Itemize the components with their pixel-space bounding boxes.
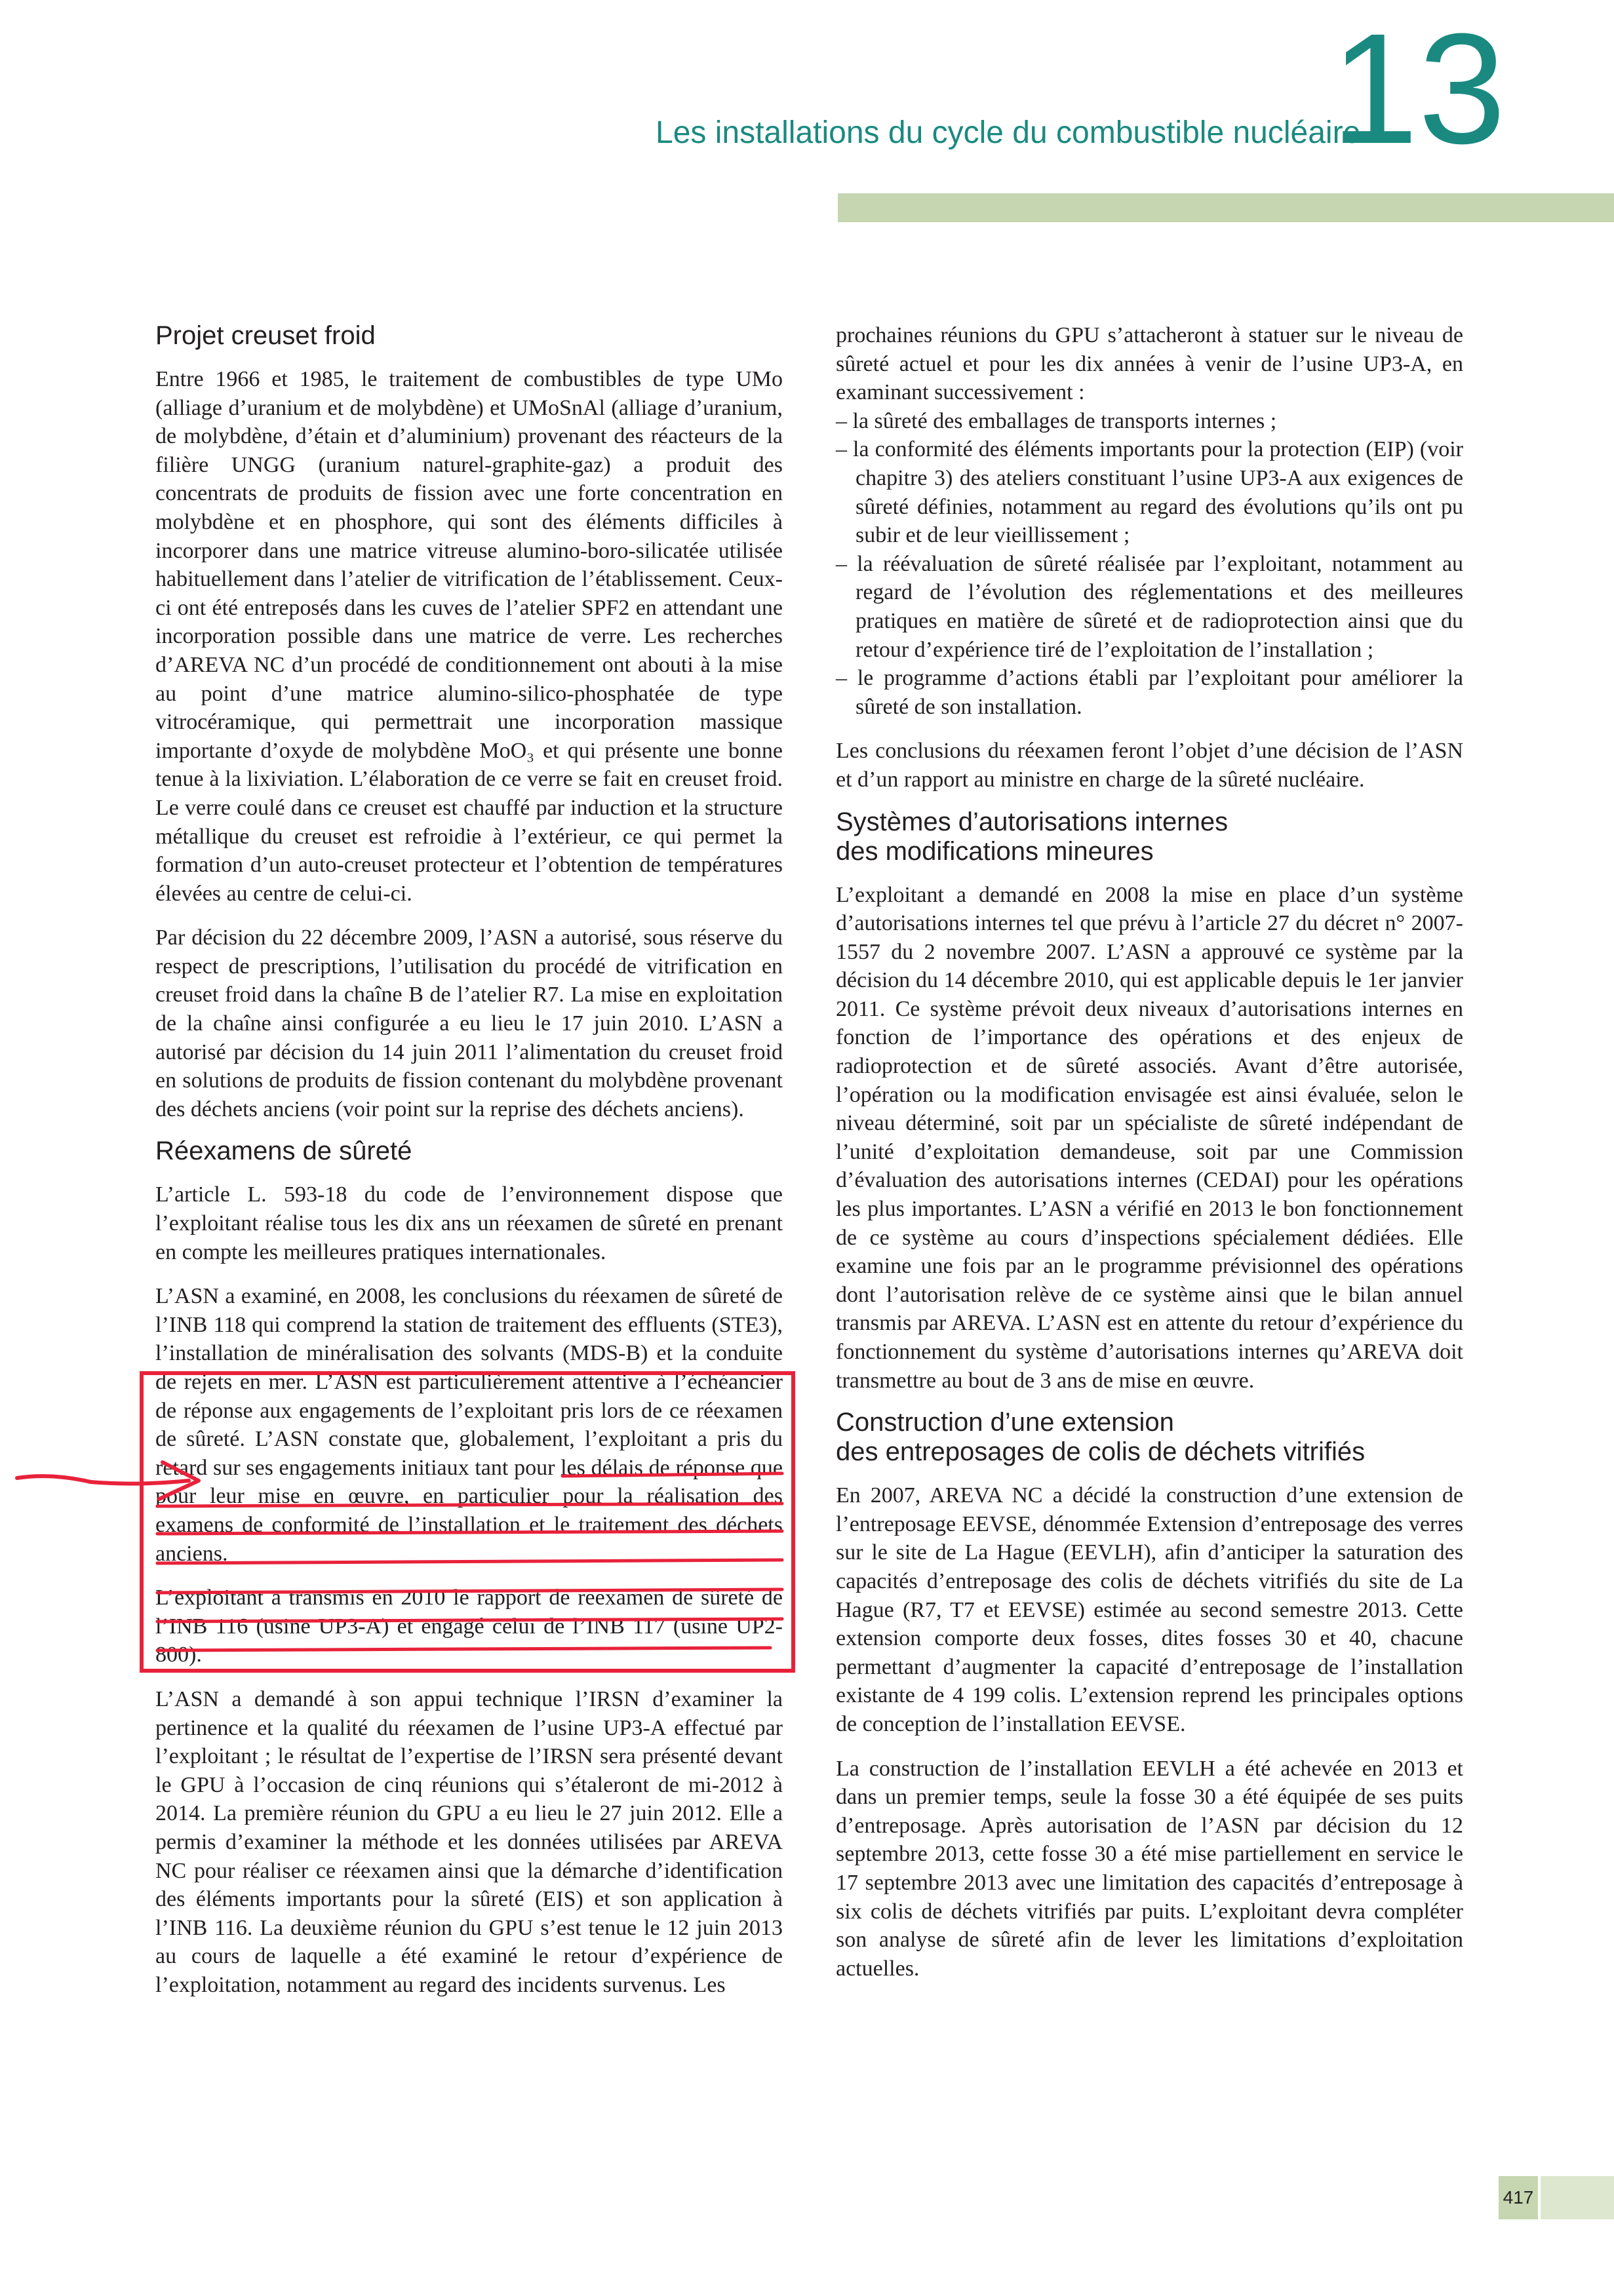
highlight-box bbox=[140, 1371, 795, 1673]
paragraph: prochaines réunions du GPU s’attacheront à statuer sur le niveau de sûreté actuel et pour les dix années à venir de l’usine UP3-A, en examinant successivement : bbox=[836, 323, 1463, 405]
heading-autorisations-internes bbox=[836, 807, 1463, 866]
annotation-arrow bbox=[12, 1458, 208, 1504]
paragraph: Entre 1966 et 1985, le traitement de combustibles de type UMo (alliage d’uranium et de molybdène) et UMoSnAl (alliage d’uranium, de molybdène, d’étain et d’aluminium) provenant des réacteurs de la filière UNGG (uranium naturel-graphite-gaz) a produit des concentrats de produits de fission avec une forte concentration en molybdène et en phosphore, qui sont des éléments difficiles à incorporer dans une matrice vitreuse alumino-boro-silicatée utilisée habituellement dans l’atelier de vitrification de l’établissement. Ceux-ci ont été entreposés dans les cuves de l’atelier SPF2 en attendant une incorporation possible dans une matrice de verre. Les recherches d’AREVA NC d’un procédé de conditionnement ont abouti à la mise au point d’une matrice alumino-silico-phosphatée de type vitrocéramique, qui permettrait une incorporation massique importante d’oxyde de molybdène MoO₃ et qui présente une bonne tenue à la lixiviation. L’élaboration de ce verre se fait en creuset froid. Le verre coulé dans ce creuset est chauffé par induction et la structure métallique du creuset est refroidie à l’extérieur, ce qui permet la formation d’un auto-creuset protecteur et l’obtention de températures élevées au centre de celui-ci. bbox=[155, 367, 783, 906]
heading-creuset-froid: Projet creuset froid bbox=[155, 321, 376, 350]
heading-construction-extension bbox=[836, 1408, 1463, 1467]
running-title: Les installations du cycle du combustible nucléaire bbox=[656, 115, 1361, 150]
bullet-list bbox=[836, 407, 1463, 722]
heading-line: des entreposages de colis de déchets vitrifiés bbox=[836, 1437, 1366, 1467]
heading-line: Systèmes d’autorisations internes bbox=[836, 807, 1229, 836]
list-item: – la réévaluation de sûreté réalisée par l’exploitant, notamment au regard de l’évolution des réglementations et des meilleures pratiques en matière de sûreté et de radioprotection ainsi que du retour d’expérience tiré de l’exploitation de l’installation ; bbox=[836, 551, 1463, 662]
list-item: – la conformité des éléments importants pour la protection (EIP) (voir chapitre 3) des ateliers constituant l’usine UP3-A aux exigences de sûreté définies, notamment au regard des évolutions qu’ils ont pu subir et de leur vieillissement ; bbox=[836, 437, 1463, 548]
footer-bar bbox=[1541, 2176, 1614, 2219]
heading-line: Construction d’une extension bbox=[836, 1408, 1174, 1437]
paragraph: La construction de l’installation EEVLH a été achevée en 2013 et dans un premier temps, seule la fosse 30 a été équipée de ses puits d’entreposage. Après autorisation de l’ASN par décision du 12 septembre 2013, cette fosse 30 a été mise partiellement en service le 17 septembre 2013 avec une limitation des capacités d’entreposage à six colis de déchets vitrifiés par puits. L’exploitant devra compléter son analyse de sûreté afin de lever les limitations d’exploitation actuelles. bbox=[836, 1756, 1463, 1981]
header-bar bbox=[838, 193, 1614, 222]
heading-reexamens: Réexamens de sûreté bbox=[155, 1137, 412, 1166]
paragraph: L’exploitant a transmis en 2010 le rapport de réexamen de sûreté de l’INB 116 (usine UP3-A) et engagé celui de l’INB 117 (usine UP2-800). bbox=[155, 1586, 783, 1667]
list-item: – le programme d’actions établi par l’exploitant pour améliorer la sûreté de son installation. bbox=[836, 666, 1463, 719]
page-number: 417 bbox=[1499, 2176, 1538, 2219]
chapter-number: 13 bbox=[1331, 1, 1506, 176]
paragraph: En 2007, AREVA NC a décidé la construction d’une extension de l’entreposage EEVSE, dénommée Extension d’entreposage des verres sur le site de La Hague (EEVLH), afin d’anticiper la saturation des capacités d’entreposage des colis de déchets vitrifiés du site de La Hague (R7, T7 et EEVSE) estimée au second semestre 2013. Cette extension comporte deux fosses, dites fosses 30 et 40, chacune permettant d’augmenter la capacité d’entreposage de l’installation existante de 4 199 colis. L’extension reprend les principales options de conception de l’installation EEVSE. bbox=[836, 1483, 1463, 1736]
paragraph: L’exploitant a demandé en 2008 la mise en place d’un système d’autorisations internes tel que prévu à l’article 27 du décret n° 2007-1557 du 2 novembre 2007. L’ASN a approuvé ce système par la décision du 14 décembre 2010, qui est applicable depuis le 1er janvier 2011. Ce système prévoit deux niveaux d’autorisations internes en fonction de l’importance des opérations et des enjeux de radioprotection et de sûreté associés. Avant d’être autorisée, l’opération ou la modification envisagée est ainsi évaluée, selon le niveau déterminé, soit par un spécialiste de sûreté indépendant de l’unité d’exploitation demandeuse, soit par une Commission d’évaluation des autorisations internes (CEDAI) pour les opérations les plus importantes. L’ASN a vérifié en 2013 le bon fonctionnement de ce système au cours d’inspections spécialement dédiées. Elle examine une fois par an le programme prévisionnel des opérations dont l’autorisation relève de ce système ainsi que le bilan annuel transmis par AREVA. L’ASN est en attente du retour d’expérience du fonctionnement du système d’autorisations internes qu’AREVA doit transmettre au bout de 3 ans de mise en œuvre. bbox=[836, 882, 1463, 1393]
highlighted-paragraph: L’ASN a examiné, en 2008, les conclusions du réexamen de sûreté de l’INB 118 qui comprend la station de traitement des effluents (STE3), l’installation de minéralisation des solvants (MDS-B) et la conduite de rejets en mer. L’ASN est particulièrement attentive à l’échéancier de réponse aux engagements de l’exploitant pris lors de ce réexamen de sûreté. L’ASN constate que, globalement, l’exploitant a pris du retard sur ses engagements initiaux tant pour les délais de réponse que pour leur mise en œuvre, en particulier pour la réalisation des examens de conformité de l’installation et le traitement des déchets anciens. bbox=[155, 1284, 783, 1566]
paragraph: Les conclusions du réexamen feront l’objet d’une décision de l’ASN et d’un rapport au ministre en charge de la sûreté nucléaire. bbox=[836, 739, 1463, 792]
paragraph: L’ASN a demandé à son appui technique l’IRSN d’examiner la pertinence et la qualité du réexamen de l’usine UP3-A effectué par l’exploitant ; le résultat de l’expertise de l’IRSN sera présenté devant le GPU à l’occasion de cinq réunions qui s’étaleront de mi-2012 à 2014. La première réunion du GPU a eu lieu le 27 juin 2012. Elle a permis d’examiner la méthode et les données utilisées par AREVA NC pour réaliser ce réexamen ainsi que la démarche d’identification des éléments importants pour la sûreté (EIS) et son application à l’INB 116. La deuxième réunion du GPU s’est tenue le 12 juin 2013 au cours de laquelle a été examiné le retour d’expérience de l’exploitation, notamment au regard des incidents survenus. Les bbox=[155, 1686, 783, 1997]
paragraph: Par décision du 22 décembre 2009, l’ASN a autorisé, sous réserve du respect de prescriptions, l’utilisation du procédé de vitrification en creuset froid dans la chaîne B de l’atelier R7. La mise en exploitation de la chaîne ainsi configurée a eu lieu le 17 juin 2010. L’ASN a autorisé par décision du 14 juin 2011 l’alimentation du creuset froid en solutions de produits de fission contenant du molybdène provenant des déchets anciens (voir point sur la reprise des déchets anciens). bbox=[155, 925, 783, 1121]
left-column bbox=[155, 321, 783, 1999]
list-item: – la sûreté des emballages de transports internes ; bbox=[836, 408, 1277, 433]
right-column bbox=[836, 321, 1463, 1983]
paragraph: L’article L. 593-18 du code de l’environnement dispose que l’exploitant réalise tous les dix ans un réexamen de sûreté en prenant en compte les meilleures pratiques internationales. bbox=[155, 1182, 783, 1264]
heading-line: des modifications mineures bbox=[836, 836, 1154, 866]
